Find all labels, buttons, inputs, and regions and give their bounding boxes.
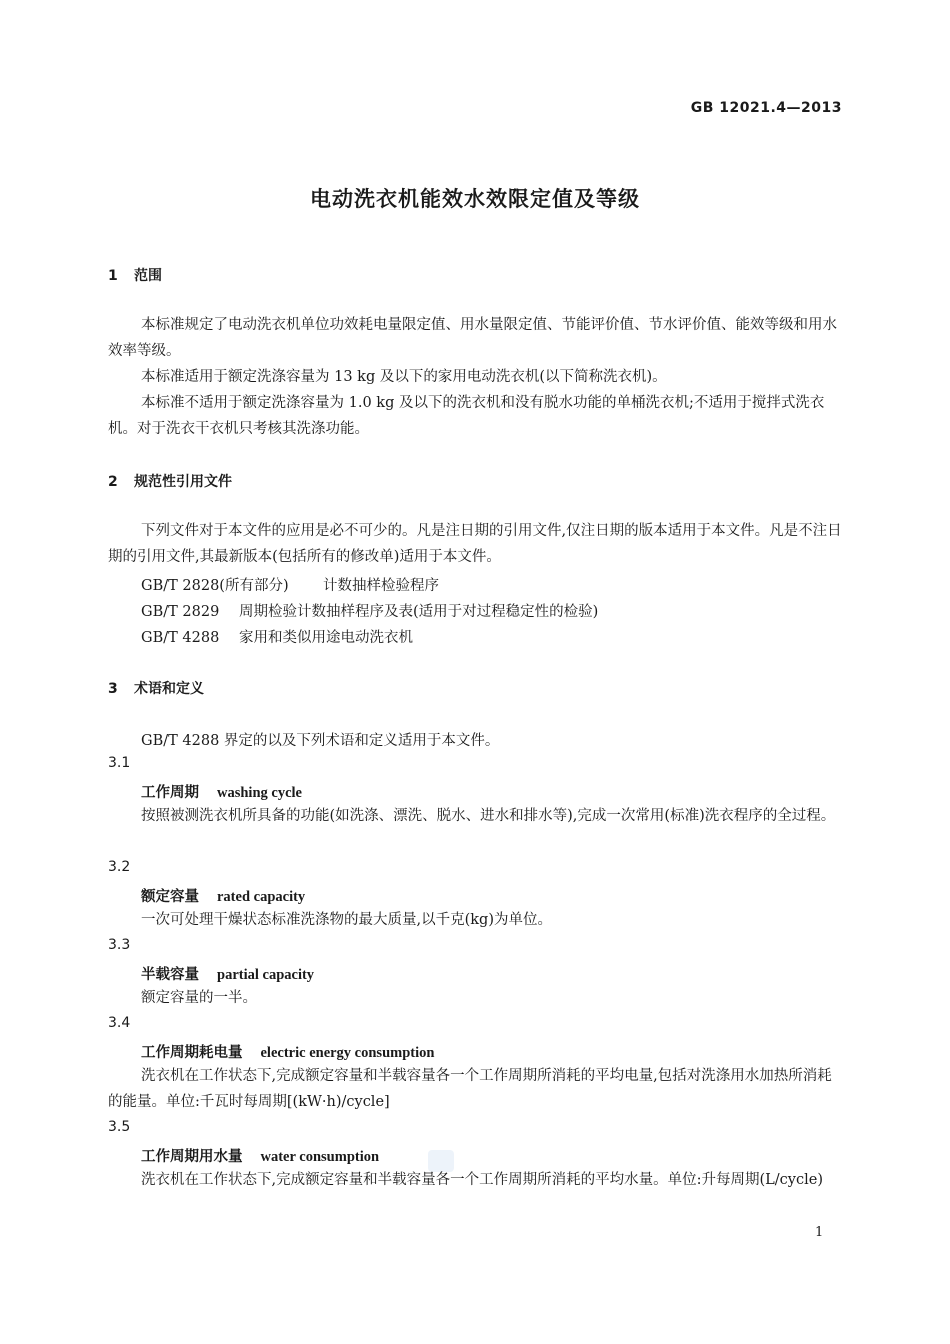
section-title: 规范性引用文件: [134, 474, 232, 490]
term-definition: 洗衣机在工作状态下,完成额定容量和半载容量各一个工作周期所消耗的平均电量,包括对洗涤用水加热所消耗的能量。单位:千瓦时每周期[(kW·h)/cycle]: [108, 1068, 832, 1110]
paragraph: 本标准规定了电动洗衣机单位功效耗电量限定值、用水量限定值、节能评价值、节水评价值、能效等级和用水效率等级。: [108, 317, 837, 359]
term-en: rated capacity: [217, 889, 306, 905]
term-definition: 按照被测洗衣机所具备的功能(如洗涤、漂洗、脱水、进水和排水等),完成一次常用(标准)洗衣程序的全过程。: [141, 808, 836, 824]
document-title: 电动洗衣机能效水效限定值及等级: [310, 187, 640, 211]
clause-number: 3.5: [108, 1119, 131, 1135]
term-en: partial capacity: [217, 967, 315, 983]
term-cn: 工作周期耗电量: [141, 1044, 243, 1061]
term-cn: 半载容量: [141, 966, 199, 983]
standard-code: GB 12021.4—2013: [690, 100, 842, 116]
reference-code: GB/T 2829: [141, 604, 220, 620]
section-1-heading: [108, 265, 162, 285]
reference-code: GB/T 4288: [141, 630, 220, 646]
term-heading: [141, 781, 302, 802]
clause-number: 3.3: [108, 937, 131, 953]
term-definition: 一次可处理干燥状态标准洗涤物的最大质量,以千克(kg)为单位。: [141, 912, 552, 928]
reference-name: 计数抽样检验程序: [323, 578, 439, 594]
section-number: 1: [108, 268, 118, 284]
term-heading: [141, 885, 305, 906]
term-definition: 洗衣机在工作状态下,完成额定容量和半载容量各一个工作周期所消耗的平均水量。单位:升每周期(L/cycle): [141, 1172, 823, 1188]
paragraph: GB/T 4288 界定的以及下列术语和定义适用于本文件。: [141, 733, 500, 749]
term-cn: 工作周期用水量: [141, 1148, 243, 1165]
reference-item: [141, 626, 413, 647]
paragraph: 本标准适用于额定洗涤容量为 13 kg 及以下的家用电动洗衣机(以下简称洗衣机)。: [141, 369, 667, 385]
reference-name: 家用和类似用途电动洗衣机: [239, 630, 413, 646]
section-3-heading: [108, 678, 204, 698]
reference-code: GB/T 2828(所有部分): [141, 578, 289, 594]
term-en: washing cycle: [217, 785, 302, 801]
term-definition: 额定容量的一半。: [141, 990, 257, 1006]
page-number: 1: [815, 1225, 824, 1240]
reference-name: 周期检验计数抽样程序及表(适用于对过程稳定性的检验): [239, 604, 599, 620]
term-cn: 额定容量: [141, 888, 199, 905]
section-2-heading: [108, 471, 232, 491]
paragraph: 下列文件对于本文件的应用是必不可少的。凡是注日期的引用文件,仅注日期的版本适用于本文件。凡是不注日期的引用文件,其最新版本(包括所有的修改单)适用于本文件。: [108, 523, 842, 565]
section-title: 术语和定义: [134, 681, 204, 697]
term-heading: [141, 1041, 434, 1062]
reference-item: [141, 574, 439, 595]
section-number: 2: [108, 474, 118, 490]
clause-number: 3.4: [108, 1015, 131, 1031]
term-heading: [141, 963, 314, 984]
term-en: electric energy consumption: [260, 1045, 435, 1061]
term-heading: [141, 1145, 379, 1166]
reference-item: [141, 600, 598, 621]
term-cn: 工作周期: [141, 784, 199, 801]
section-number: 3: [108, 681, 118, 697]
paragraph: 本标准不适用于额定洗涤容量为 1.0 kg 及以下的洗衣机和没有脱水功能的单桶洗衣机;不适用于搅拌式洗衣机。对于洗衣干衣机只考核其洗涤功能。: [108, 395, 825, 437]
clause-number: 3.2: [108, 859, 131, 875]
term-en: water consumption: [260, 1149, 380, 1165]
section-title: 范围: [134, 268, 162, 284]
clause-number: 3.1: [108, 755, 131, 771]
